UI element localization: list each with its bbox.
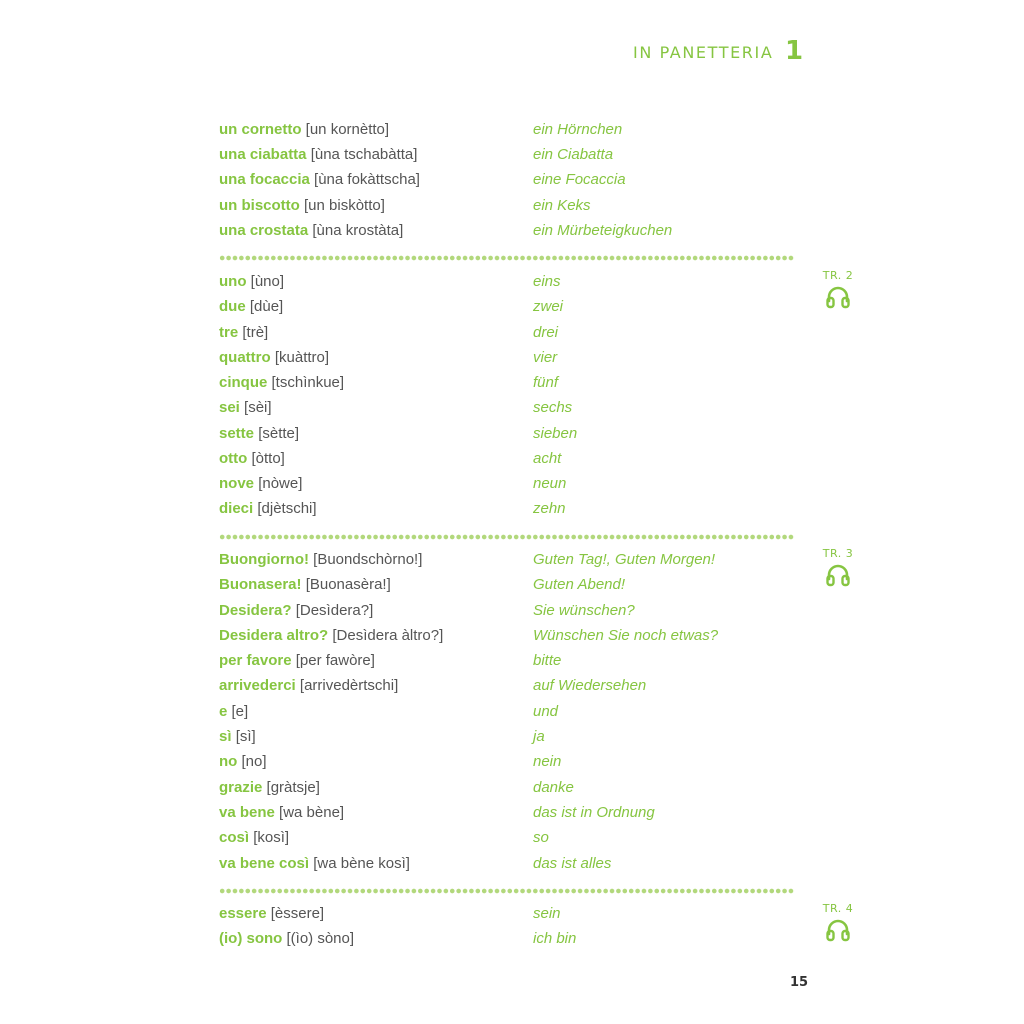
german-translation: sieben	[533, 425, 578, 442]
vocab-row	[0, 272, 1024, 296]
pronunciation: [ùna fokàttscha]	[314, 171, 420, 188]
vocab-row	[0, 297, 1024, 321]
vocab-row	[0, 854, 1024, 878]
german-translation: ja	[533, 728, 545, 745]
german-translation: Sie wünschen?	[533, 602, 635, 619]
vocab-row	[0, 904, 1024, 928]
italian-word: Desidera?	[219, 602, 292, 619]
italian-word: sei	[219, 399, 240, 416]
german-translation: ein Ciabatta	[533, 146, 614, 163]
italian-entry	[219, 601, 373, 621]
pronunciation: [kosì]	[253, 829, 290, 846]
pronunciation: [e]	[231, 703, 249, 720]
italian-entry	[219, 929, 354, 949]
vocab-row	[0, 373, 1024, 397]
german-translation: das ist in Ordnung	[533, 804, 655, 821]
italian-entry	[219, 575, 391, 595]
italian-word: per favore	[219, 652, 292, 669]
italian-word: Buonasera!	[219, 576, 302, 593]
vocab-row	[0, 929, 1024, 953]
italian-word: due	[219, 298, 246, 315]
italian-entry	[219, 272, 284, 292]
pronunciation: [djètschi]	[257, 500, 317, 517]
german-translation: ein Hörnchen	[533, 121, 623, 138]
german-translation: neun	[533, 475, 567, 492]
german-translation: zwei	[533, 298, 564, 315]
pronunciation: [òtto]	[251, 450, 285, 467]
pronunciation: [trè]	[242, 324, 269, 341]
dotted-divider	[219, 534, 795, 540]
italian-word: dieci	[219, 500, 254, 517]
italian-entry	[219, 651, 375, 671]
dotted-divider	[219, 888, 795, 894]
german-translation: Guten Tag!, Guten Morgen!	[533, 551, 716, 568]
italian-entry	[219, 297, 283, 317]
pronunciation: [ùna tschabàtta]	[310, 146, 418, 163]
italian-word: così	[219, 829, 250, 846]
german-translation: acht	[533, 450, 562, 467]
chapter-number: 1	[785, 36, 804, 66]
chapter-title: IN PANETTERIA	[633, 43, 774, 62]
vocab-row	[0, 626, 1024, 650]
german-translation: ich bin	[533, 930, 577, 947]
italian-entry	[219, 474, 302, 494]
italian-entry	[219, 398, 272, 418]
pronunciation: [(ìo) sòno]	[286, 930, 355, 947]
italian-entry	[219, 145, 417, 165]
italian-entry	[219, 904, 324, 924]
pronunciation: [ùna krostàta]	[312, 222, 404, 239]
dotted-divider	[219, 255, 795, 261]
italian-word: nove	[219, 475, 255, 492]
german-translation: und	[533, 703, 559, 720]
italian-word: una focaccia	[219, 171, 310, 188]
italian-word: una ciabatta	[219, 146, 307, 163]
vocab-row	[0, 601, 1024, 625]
track-label: TR. 3	[822, 547, 854, 560]
italian-word: no	[219, 753, 238, 770]
vocab-row	[0, 196, 1024, 220]
italian-word: e	[219, 703, 228, 720]
italian-word: Buongiorno!	[219, 551, 309, 568]
italian-entry	[219, 803, 344, 823]
pronunciation: [dùe]	[249, 298, 284, 315]
italian-word: grazie	[219, 779, 263, 796]
italian-word: un biscotto	[219, 197, 300, 214]
italian-entry	[219, 449, 285, 469]
vocab-row	[0, 120, 1024, 144]
italian-word: sì	[219, 728, 232, 745]
pronunciation: [sètte]	[258, 425, 300, 442]
german-translation: sechs	[533, 399, 573, 416]
italian-word: arrivederci	[219, 677, 296, 694]
vocab-row	[0, 323, 1024, 347]
vocab-row	[0, 803, 1024, 827]
pronunciation: [per fawòre]	[295, 652, 375, 669]
vocab-row	[0, 145, 1024, 169]
vocab-row	[0, 651, 1024, 675]
german-translation: drei	[533, 324, 559, 341]
vocab-row	[0, 424, 1024, 448]
italian-word: otto	[219, 450, 248, 467]
vocab-row	[0, 550, 1024, 574]
italian-entry	[219, 499, 317, 519]
pronunciation: [un biskòtto]	[304, 197, 385, 214]
vocab-row	[0, 170, 1024, 194]
italian-entry	[219, 702, 248, 722]
vocab-row	[0, 398, 1024, 422]
italian-entry	[219, 170, 420, 190]
pronunciation: [un kornètto]	[305, 121, 390, 138]
pronunciation: [wa bène]	[279, 804, 345, 821]
italian-entry	[219, 727, 256, 747]
pronunciation: [ùno]	[250, 273, 285, 290]
italian-entry	[219, 778, 320, 798]
italian-entry	[219, 348, 329, 368]
italian-entry	[219, 221, 403, 241]
vocab-row	[0, 676, 1024, 700]
pronunciation: [èssere]	[270, 905, 325, 922]
pronunciation: [arrivedèrtschi]	[299, 677, 399, 694]
pronunciation: [gràtsje]	[266, 779, 320, 796]
italian-word: cinque	[219, 374, 268, 391]
german-translation: nein	[533, 753, 562, 770]
italian-entry	[219, 373, 344, 393]
italian-word: tre	[219, 324, 239, 341]
vocab-row	[0, 778, 1024, 802]
italian-word: uno	[219, 273, 247, 290]
german-translation: eins	[533, 273, 561, 290]
german-translation: vier	[533, 349, 558, 366]
pronunciation: [Desìdera àltro?]	[332, 627, 444, 644]
german-translation: zehn	[533, 500, 566, 517]
german-translation: auf Wiedersehen	[533, 677, 647, 694]
italian-entry	[219, 196, 385, 216]
german-translation: Guten Abend!	[533, 576, 626, 593]
vocab-row	[0, 449, 1024, 473]
pronunciation: [sì]	[235, 728, 256, 745]
vocab-row	[0, 575, 1024, 599]
vocab-row	[0, 702, 1024, 726]
italian-word: quattro	[219, 349, 271, 366]
italian-word: va bene	[219, 804, 275, 821]
pronunciation: [kuàttro]	[274, 349, 330, 366]
pronunciation: [Desìdera?]	[295, 602, 374, 619]
german-translation: eine Focaccia	[533, 171, 626, 188]
italian-entry	[219, 626, 443, 646]
italian-entry	[219, 120, 389, 140]
pronunciation: [Buonasèra!]	[305, 576, 391, 593]
italian-entry	[219, 828, 289, 848]
german-translation: danke	[533, 779, 574, 796]
italian-entry	[219, 424, 299, 444]
italian-entry	[219, 550, 422, 570]
italian-word: un cornetto	[219, 121, 302, 138]
italian-entry	[219, 676, 398, 696]
page-number: 15	[790, 975, 809, 990]
pronunciation: [sèi]	[244, 399, 272, 416]
vocab-row	[0, 221, 1024, 245]
german-translation: das ist alles	[533, 855, 612, 872]
italian-word: essere	[219, 905, 267, 922]
vocab-row	[0, 474, 1024, 498]
german-translation: ein Keks	[533, 197, 591, 214]
pronunciation: [tschìnkue]	[271, 374, 345, 391]
german-translation: Wünschen Sie noch etwas?	[533, 627, 719, 644]
pronunciation: [nòwe]	[258, 475, 303, 492]
vocab-row	[0, 348, 1024, 372]
german-translation: bitte	[533, 652, 562, 669]
german-translation: sein	[533, 905, 561, 922]
pronunciation: [Buondschòrno!]	[313, 551, 423, 568]
italian-word: Desidera altro?	[219, 627, 329, 644]
pronunciation: [wa bène kosì]	[313, 855, 410, 872]
italian-entry	[219, 854, 410, 874]
italian-entry	[219, 752, 267, 772]
german-translation: ein Mürbeteigkuchen	[533, 222, 673, 239]
vocab-row	[0, 727, 1024, 751]
italian-word: sette	[219, 425, 255, 442]
vocab-row	[0, 499, 1024, 523]
italian-word: va bene così	[219, 855, 310, 872]
italian-entry	[219, 323, 268, 343]
german-translation: so	[533, 829, 549, 846]
italian-word: (io) sono	[219, 930, 283, 947]
italian-word: una crostata	[219, 222, 309, 239]
vocab-row	[0, 828, 1024, 852]
track-label: TR. 2	[822, 269, 854, 282]
track-label: TR. 4	[822, 902, 854, 915]
pronunciation: [no]	[241, 753, 267, 770]
german-translation: fünf	[533, 374, 559, 391]
vocab-row	[0, 752, 1024, 776]
